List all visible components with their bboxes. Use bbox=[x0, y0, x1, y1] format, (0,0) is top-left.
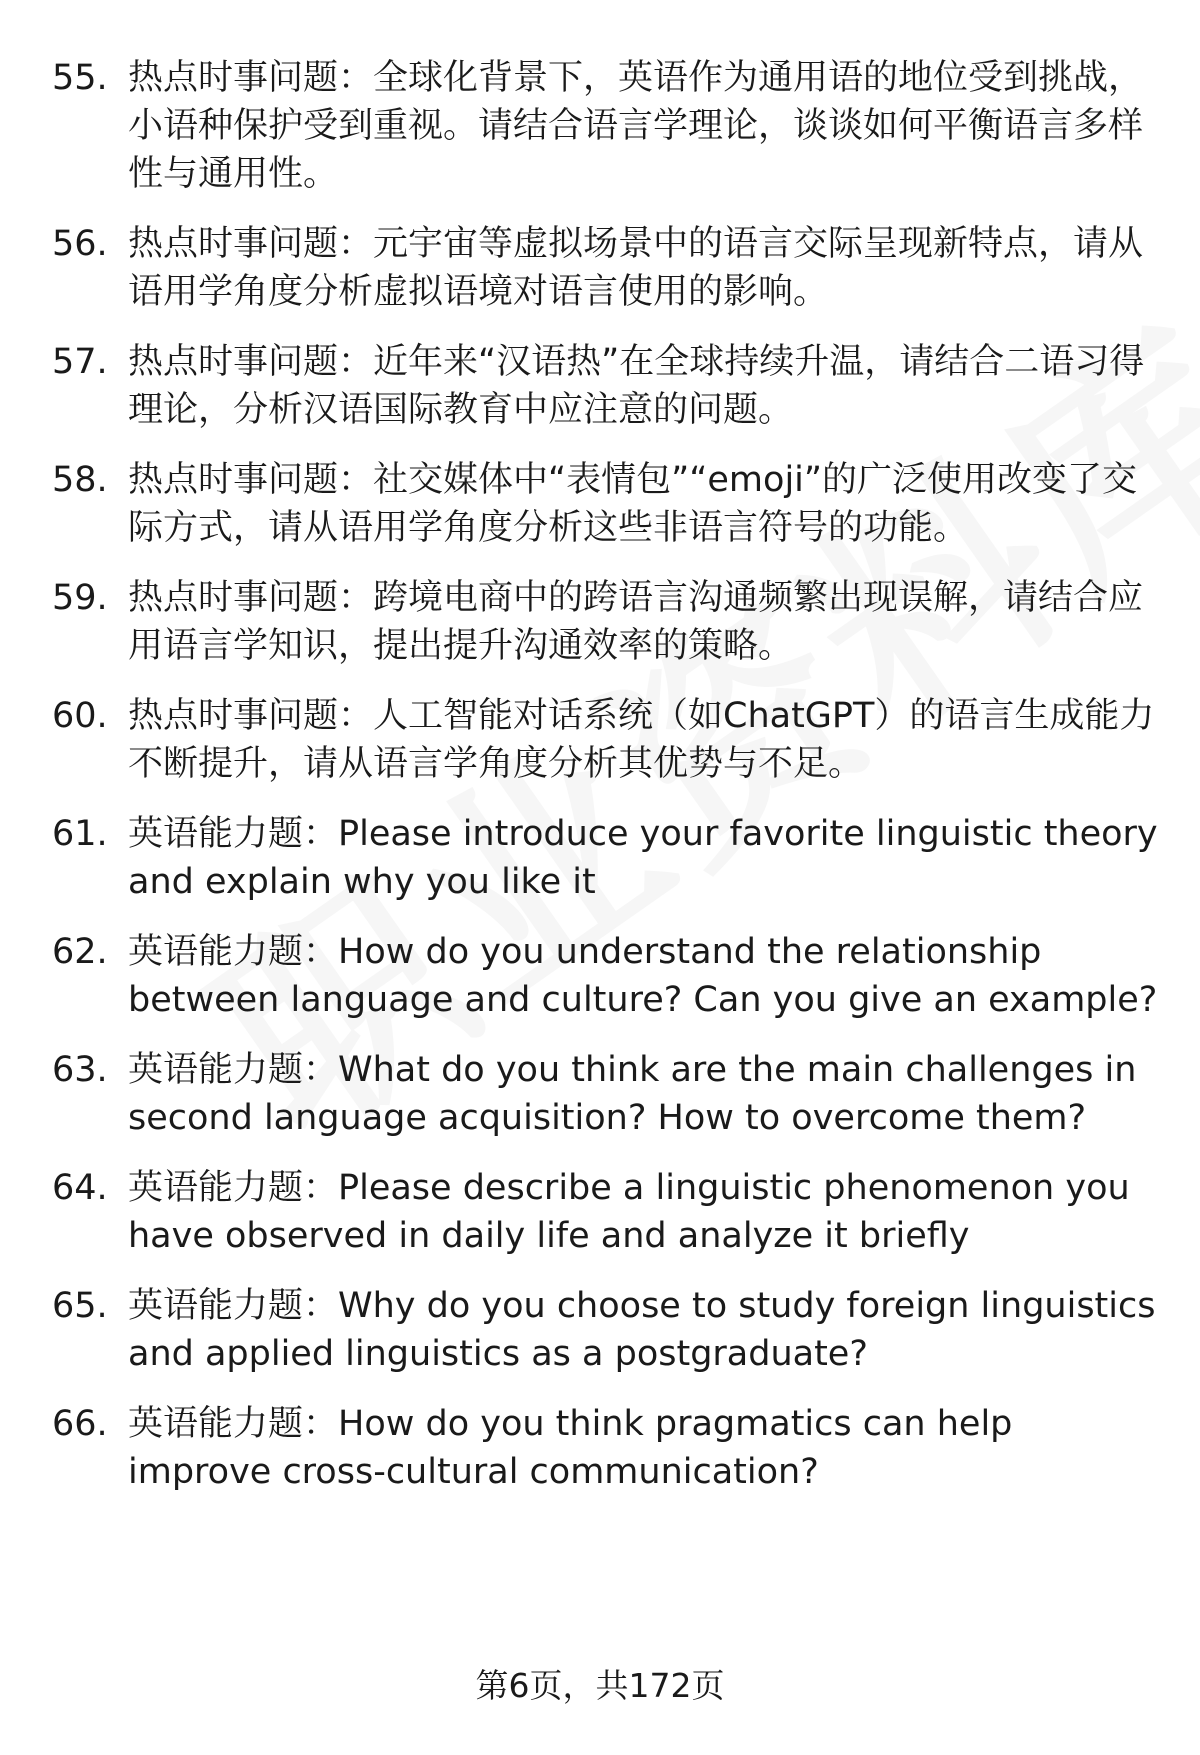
page-footer: 第6页，共172页 bbox=[475, 1666, 725, 1705]
question-number: 66. bbox=[52, 1404, 108, 1444]
question-text: 英语能力题：How do you think pragmatics can help improve cross-cultural communication? bbox=[128, 1404, 1013, 1492]
question-text: 热点时事问题：近年来“汉语热”在全球持续升温，请结合二语习得理论，分析汉语国际教育中应注意的问题。 bbox=[128, 342, 1145, 430]
question-text: 英语能力题：Why do you choose to study foreign linguistics and applied linguistics as a postgraduate? bbox=[128, 1286, 1156, 1374]
question-text: 热点时事问题：元宇宙等虚拟场景中的语言交际呈现新特点，请从语用学角度分析虚拟语境对语言使用的影响。 bbox=[128, 224, 1144, 312]
question-text: 英语能力题：What do you think are the main challenges in second language acquisition? How to overcome them? bbox=[128, 1050, 1137, 1138]
question-number: 55. bbox=[52, 58, 108, 98]
question-number: 65. bbox=[52, 1286, 108, 1326]
question-number: 57. bbox=[52, 342, 108, 382]
question-number: 59. bbox=[52, 578, 108, 618]
question-number: 56. bbox=[52, 224, 108, 264]
question-number: 61. bbox=[52, 814, 108, 854]
question-number: 60. bbox=[52, 696, 108, 736]
question-text: 热点时事问题：人工智能对话系统（如ChatGPT）的语言生成能力不断提升，请从语言学角度分析其优势与不足。 bbox=[128, 696, 1155, 784]
question-text: 热点时事问题：社交媒体中“表情包”“emoji”的广泛使用改变了交际方式，请从语用学角度分析这些非语言符号的功能。 bbox=[128, 460, 1138, 548]
question-text: 热点时事问题：全球化背景下，英语作为通用语的地位受到挑战，小语种保护受到重视。请结合语言学理论，谈谈如何平衡语言多样性与通用性。 bbox=[128, 58, 1144, 194]
question-text: 英语能力题：Please describe a linguistic phenomenon you have observed in daily life and analyze it briefly bbox=[128, 1168, 1130, 1256]
question-number: 62. bbox=[52, 932, 108, 972]
question-text: 英语能力题：Please introduce your favorite linguistic theory and explain why you like it bbox=[128, 814, 1158, 902]
question-number: 58. bbox=[52, 460, 108, 500]
question-text: 热点时事问题：跨境电商中的跨语言沟通频繁出现误解，请结合应用语言学知识，提出提升沟通效率的策略。 bbox=[128, 578, 1144, 666]
question-number: 64. bbox=[52, 1168, 108, 1208]
question-text: 英语能力题：How do you understand the relationship between language and culture? Can you give an example? bbox=[128, 932, 1158, 1020]
question-number: 63. bbox=[52, 1050, 108, 1090]
